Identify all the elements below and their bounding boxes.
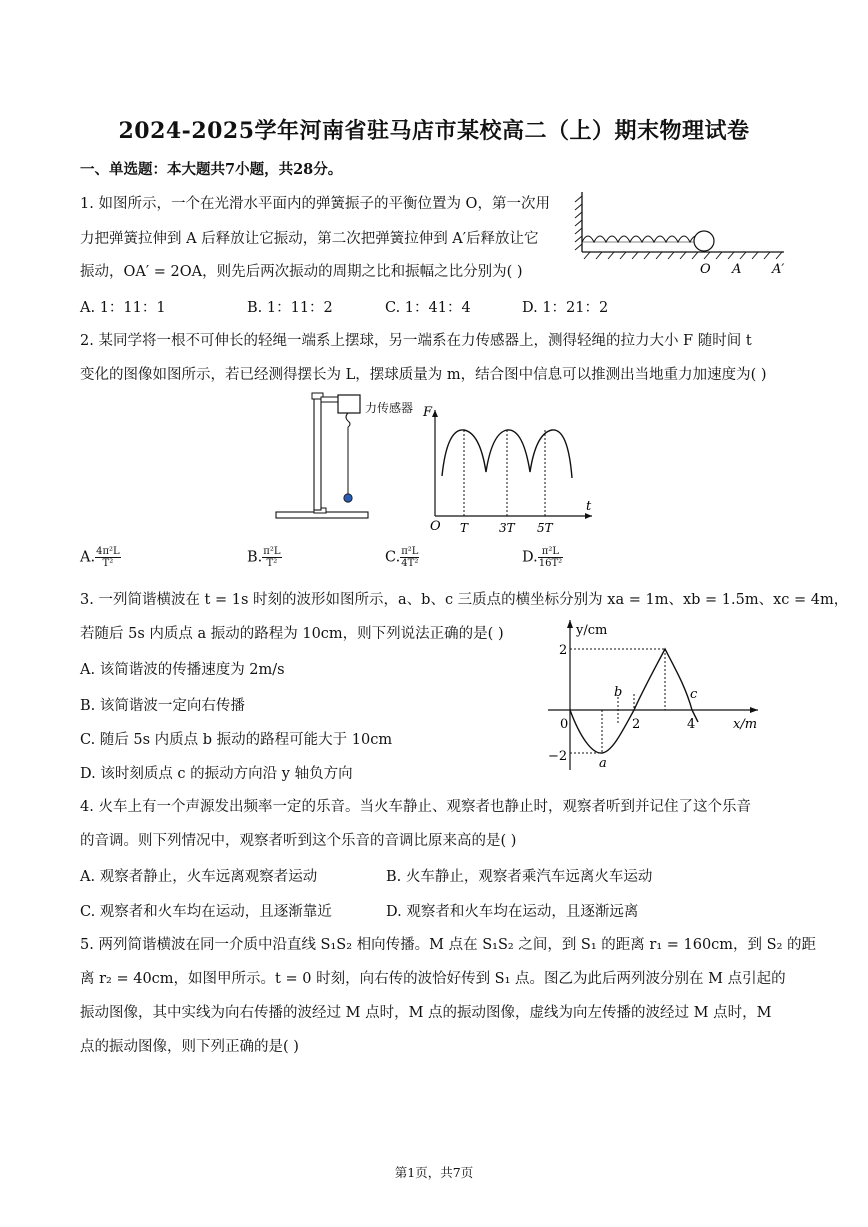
q4-option-c: C. 观察者和火车均在运动，且逐渐靠近 — [80, 904, 332, 920]
q2-line1: 2. 某同学将一根不可伸长的轻绳一端系上摆球，另一端系在力传感器上，测得轻绳的拉力大小 F 随时间 t — [80, 333, 752, 349]
force-time-graph — [420, 398, 600, 538]
q4-line2: 的音调。则下列情况中，观察者听到这个乐音的音调比原来高的是( ) — [80, 833, 517, 849]
tick-5t: 5T — [537, 521, 553, 535]
q1-option-d: D. 1：21：2 — [522, 300, 609, 316]
label-a: A — [732, 262, 742, 277]
point-c: c — [690, 687, 698, 702]
tick-t: T — [460, 521, 469, 535]
section-heading: 一、单选题：本大题共7小题，共28分。 — [80, 161, 343, 178]
wave-graph — [540, 612, 780, 772]
graph-origin: O — [430, 519, 441, 534]
graph-y-label: F — [423, 405, 433, 420]
q5-line3: 振动图像，其中实线为向右传播的波经过 M 点时，M 点的振动图像，虚线为向左传播的波经过 M 点时，M — [80, 1005, 772, 1021]
q3-option-c: C. 随后 5s 内质点 b 振动的路程可能大于 10cm — [80, 732, 393, 748]
q1-option-a: A. 1：11：1 — [80, 300, 166, 316]
q3-option-d: D. 该时刻质点 c 的振动方向沿 y 轴负方向 — [80, 766, 353, 782]
q1-option-b: B. 1：11：2 — [247, 300, 333, 316]
q3-option-a: A. 该简谐波的传播速度为 2m/s — [80, 662, 285, 678]
tick-3t: 3T — [499, 521, 515, 535]
spring-oscillator-figure — [572, 190, 792, 278]
q5-line1: 5. 两列简谐横波在同一介质中沿直线 S₁S₂ 相向传播。M 点在 S₁S₂ 之间，到 S₁ 的距离 r₁ = 160cm，到 S₂ 的距 — [80, 937, 817, 953]
q2-option-b: B. $\frac{\text{π²L}}{\text{T²}}$ — [247, 546, 281, 569]
force-sensor-label: 力传感器 — [365, 401, 414, 415]
q3-line1: 3. 一列简谐横波在 t = 1s 时刻的波形如图所示，a、b、c 三质点的横坐标分别为 xa = 1m、xb = 1.5m、xc = 4m， — [80, 592, 849, 608]
wave-xtick-2: 2 — [632, 717, 641, 732]
page-title: 2024-2025学年河南省驻马店市某校高二（上）期末物理试卷 — [118, 118, 750, 144]
q2-line2: 变化的图像如图所示，若已经测得摆长为 L，摆球质量为 m，结合图中信息可以推测出当地重力加速度为( ) — [80, 367, 767, 383]
wave-ytick-bottom: −2 — [548, 749, 568, 764]
page-footer: 第1页，共7页 — [394, 1165, 474, 1180]
label-a-prime: A′ — [772, 262, 785, 277]
point-b: b — [614, 685, 623, 700]
q1-line2: 力把弹簧拉伸到 A 后释放让它振动，第二次把弹簧拉伸到 A′后释放让它 — [80, 231, 539, 247]
graph-x-label: t — [586, 499, 592, 514]
q1-line1: 1. 如图所示，一个在光滑水平面内的弹簧振子的平衡位置为 O，第一次用 — [80, 196, 550, 212]
q5-line4: 点的振动图像，则下列正确的是( ) — [80, 1039, 299, 1055]
q2-option-a: A. $\frac{\text{4π²L}}{\text{T²}}$ — [80, 546, 120, 569]
q3-line2: 若随后 5s 内质点 a 振动的路程为 10cm，则下列说法正确的是( ) — [80, 626, 504, 642]
wave-origin: 0 — [560, 717, 569, 732]
wave-ytick-top: 2 — [559, 643, 568, 658]
q2-option-d: D. $\frac{\text{π²L}}{\text{16T²}}$ — [522, 546, 563, 569]
wave-x-label: x/m — [733, 717, 758, 732]
pendulum-stand-figure — [272, 390, 372, 526]
q1-line3: 振动，OA′ = 2OA，则先后两次振动的周期之比和振幅之比分别为( ) — [80, 264, 523, 280]
q4-option-b: B. 火车静止，观察者乘汽车远离火车运动 — [386, 869, 653, 885]
wave-xtick-4: 4 — [687, 717, 696, 732]
q4-option-a: A. 观察者静止，火车远离观察者运动 — [80, 869, 318, 885]
q2-option-c: C. $\frac{\text{π²L}}{\text{4T²}}$ — [385, 546, 419, 569]
q5-line2: 离 r₂ = 40cm，如图甲所示。t = 0 时刻，向右传的波恰好传到 S₁ 点。图乙为此后两列波分别在 M 点引起的 — [80, 971, 786, 987]
point-a: a — [599, 756, 607, 771]
q3-option-b: B. 该简谐波一定向右传播 — [80, 698, 245, 714]
q1-option-c: C. 1：41：4 — [385, 300, 471, 316]
q4-line1: 4. 火车上有一个声源发出频率一定的乐音。当火车静止、观察者也静止时，观察者听到并记住了这个乐音 — [80, 799, 751, 815]
wave-y-label: y/cm — [576, 623, 608, 638]
label-o: O — [700, 262, 711, 277]
q4-option-d: D. 观察者和火车均在运动，且逐渐远离 — [386, 904, 639, 920]
